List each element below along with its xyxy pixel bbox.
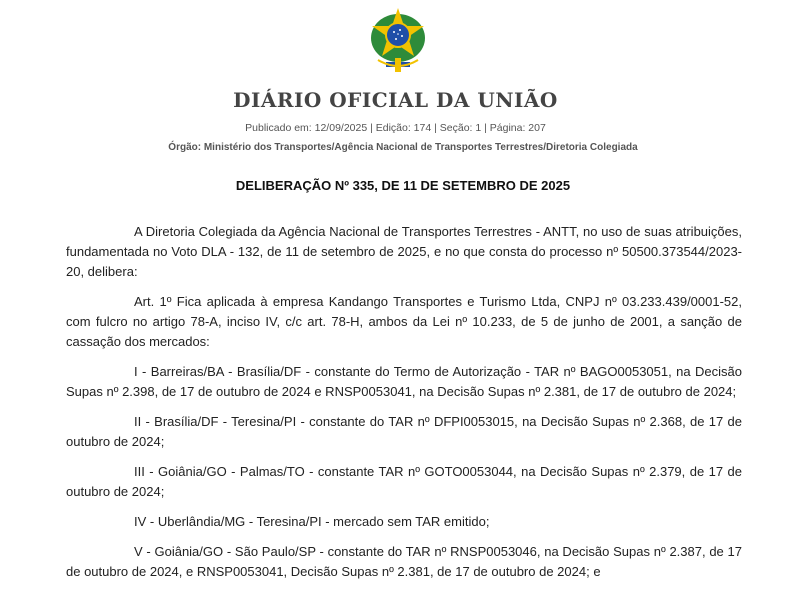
paragraph-item-v: V - Goiânia/GO - São Paulo/SP - constante do TAR nº RNSP0053046, na Decisão Supas nº 2.387, de 17 de outubro de 2024, e RNSP0053041, Decisão Supas nº 2.381, de 17 de outubro de 2024; e [66, 544, 742, 579]
paragraph-item-ii: II - Brasília/DF - Teresina/PI - constante do TAR nº DFPI0053015, na Decisão Supas nº 2.368, de 17 de outubro de 2024; [66, 414, 742, 449]
paragraph-preamble: A Diretoria Colegiada da Agência Nacional de Transportes Terrestres - ANTT, no uso de suas atribuições, fundamentada no Voto DLA - 132, de 11 de setembro de 2025, e no que consta do processo nº 50500.373544/2023-20, delibera: [66, 224, 742, 279]
masthead-title: DIÁRIO OFICIAL DA UNIÃO [233, 88, 558, 112]
document-body [66, 222, 742, 592]
publication-meta: Publicado em: 12/09/2025 | Edição: 174 | Seção: 1 | Página: 207 [245, 122, 546, 134]
paragraph-item-iv: IV - Uberlândia/MG - Teresina/PI - mercado sem TAR emitido; [134, 514, 490, 529]
paragraph-art-1: Art. 1º Fica aplicada à empresa Kandango Transportes e Turismo Ltda, CNPJ nº 03.233.439/0001-52, com fulcro no artigo 78-A, inciso IV, c/c art. 78-H, ambos da Lei nº 10.233, de 5 de junho de 2001, a sanção de cassação dos mercados: [66, 294, 742, 349]
issuing-organ: Órgão: Ministério dos Transportes/Agência Nacional de Transportes Terrestres/Diretoria Colegiada [168, 142, 638, 153]
document-title: DELIBERAÇÃO Nº 335, DE 11 DE SETEMBRO DE 2025 [235, 178, 571, 193]
paragraph-item-i: I - Barreiras/BA - Brasília/DF - constante do Termo de Autorização - TAR nº BAGO0053051, na Decisão Supas nº 2.398, de 17 de outubro de 2024 e RNSP0053041, na Decisão Supas nº 2.381, de 17 de outubro de 2024; [66, 364, 742, 399]
paragraph-item-iii: III - Goiânia/GO - Palmas/TO - constante TAR nº GOTO0053044, na Decisão Supas nº 2.379, de 17 de outubro de 2024; [66, 464, 742, 499]
coat-of-arms-icon [360, 2, 436, 78]
